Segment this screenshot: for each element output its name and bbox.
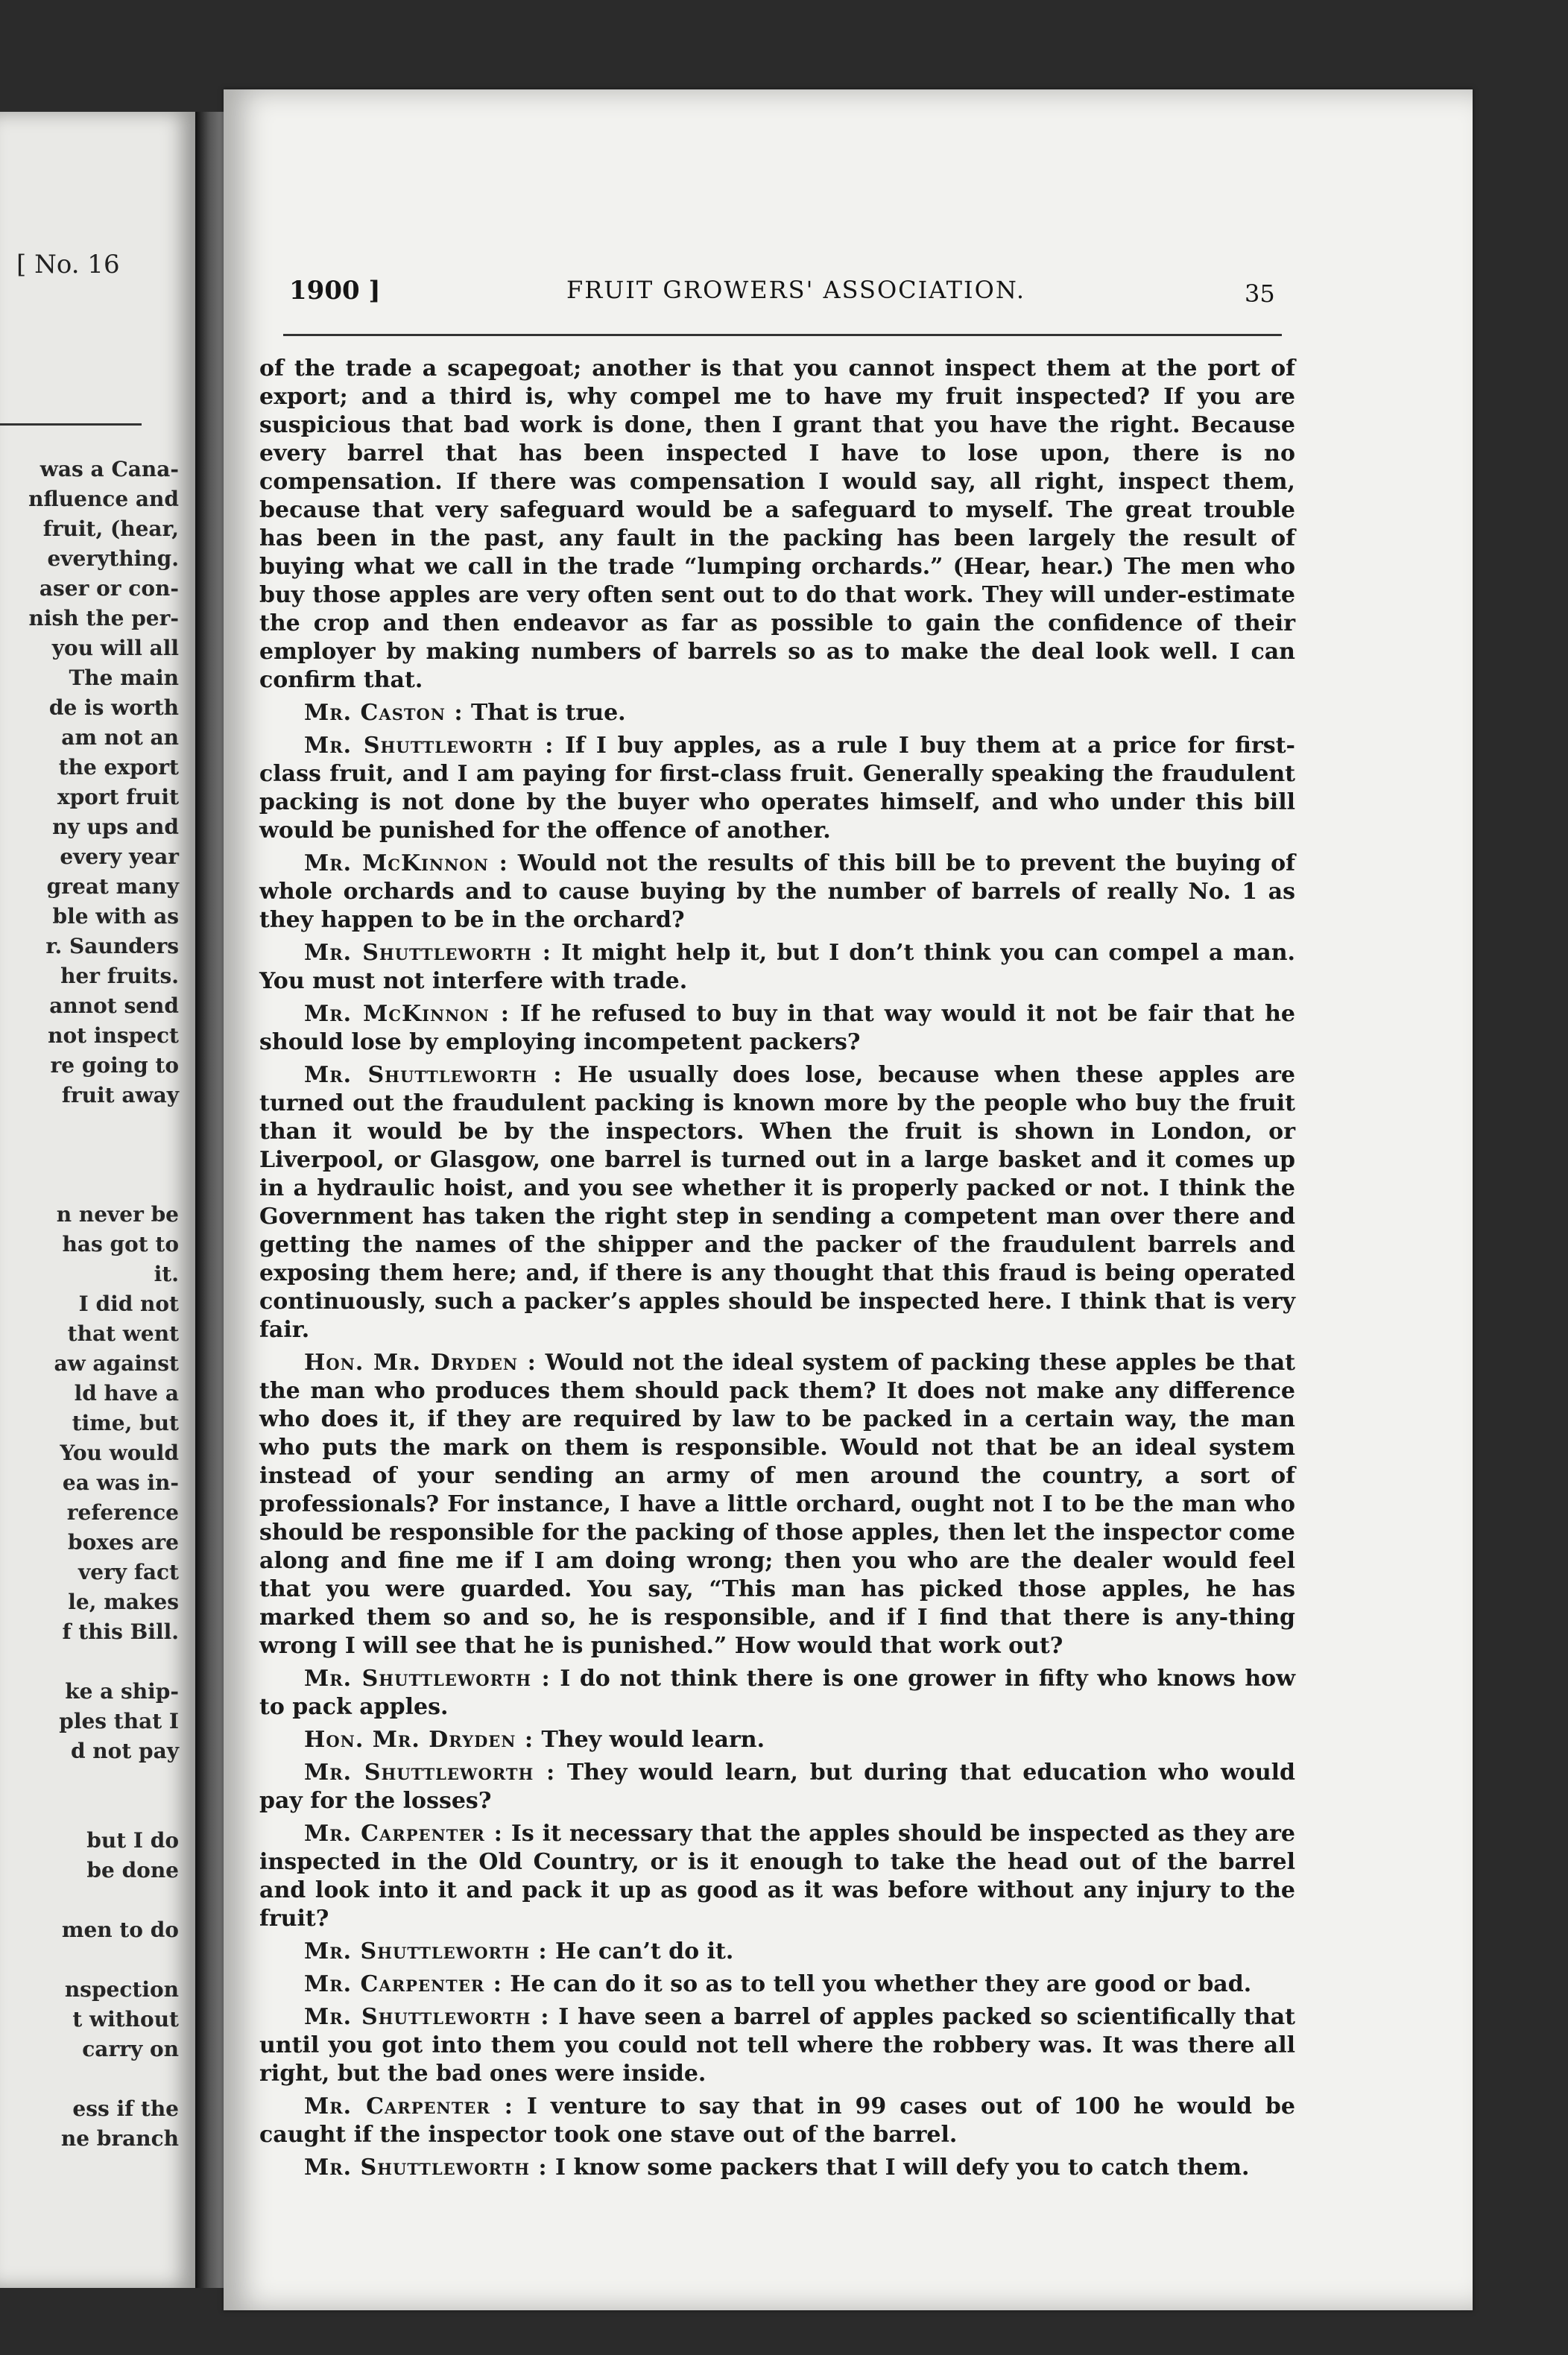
speech-text: I do not think there is one grower in fifty who knows how to pack apples.: [259, 1666, 1296, 1720]
speech-text: of the trade a scapegoat; another is that you cannot inspect them at the port of export; and a third is, why compel me to have my fruit inspected? If you are suspicious that bad work is done, then I grant that you have the right. Because every barrel that has been inspected I have to lose upon, there is no compensation. If there was compensation I would say, all right, inspect them, because that very safeguard would be a safeguard to myself. The great trouble has been in the past, any fault in the packing has been largely the result of buying what we call in the trade “lumping orchards.” (Hear, hear.) The men who buy those apples are very often sent out to do that work. They will under-estimate the crop and then endeavor as far as possible to gain the confidence of their employer by making numbers of barrels so as to make the deal look well. I can confirm that.: [259, 355, 1295, 693]
previous-page-line: n never be: [56, 1202, 179, 1227]
previous-page-line: great many: [46, 874, 179, 899]
previous-page-line: ke a ship-: [65, 1679, 179, 1704]
speech-text: If I buy apples, as a rule I buy them at a price for first-class fruit, and I am paying for first-class fruit. Generally speaking the fraudulent packing is not done by the buyer who operates himself, and who under this bill would be punished for the offence of another.: [259, 733, 1296, 844]
speech-text: I venture to say that in 99 cases out of 100 he would be caught if the inspector took one stave out of the barrel.: [259, 2093, 1295, 2148]
previous-page-line: you will all: [51, 636, 179, 660]
previous-page-number: [ No. 16: [16, 250, 120, 279]
speech-paragraph: [259, 1665, 1295, 1722]
previous-page-line: de is worth: [48, 695, 179, 720]
previous-page-line: ble with as: [52, 904, 179, 929]
speech-text: It might help it, but I don’t think you can compel a man. You must not interfere with trade.: [259, 940, 1295, 994]
speech-text: Is it necessary that the apples should be inspected as they are inspected in the Old Country, or is it enough to take the head out of the barrel and look into it and pack it up as good as it was before without any injury to the fruit?: [259, 1821, 1295, 1932]
previous-page-line: her fruits.: [60, 964, 179, 988]
running-title: FRUIT GROWERS' ASSOCIATION.: [566, 276, 1025, 304]
speaker-name: Mr. Carpenter :: [304, 1971, 502, 1997]
speech-paragraph: [259, 1820, 1295, 1933]
speaker-name: Mr. Carpenter :: [304, 1821, 503, 1847]
previous-page-line: that went: [67, 1321, 179, 1346]
speech-paragraph: [259, 1000, 1295, 1057]
previous-page-line: The main: [69, 666, 179, 690]
speaker-name: Mr. Carpenter :: [304, 2093, 513, 2120]
previous-page-line: nspection: [64, 1977, 179, 2002]
previous-page-line: annot send: [49, 993, 179, 1018]
header-year: 1900 ]: [289, 276, 381, 306]
speaker-name: Mr. McKinnon :: [304, 850, 508, 876]
previous-page-line: [0, 1170, 179, 1200]
continuation-paragraph: [259, 355, 1295, 695]
previous-page-line: but I do: [86, 1828, 179, 1853]
speaker-name: Mr. Shuttleworth :: [304, 1938, 548, 1964]
speaker-name: Mr. McKinnon :: [304, 1001, 510, 1027]
speech-text: I know some packers that I will defy you to catch them.: [555, 2155, 1250, 2181]
speech-text: They would learn, but during that education who would pay for the losses?: [259, 1760, 1296, 1814]
previous-page-line: [0, 1766, 179, 1796]
previous-page-line: nish the per-: [28, 606, 179, 630]
previous-page-line: ples that I: [59, 1709, 179, 1733]
previous-page-line: everything.: [47, 546, 179, 571]
speech-paragraph: [259, 850, 1295, 935]
speech-text: He usually does lose, because when these apples are turned out the fraudulent packing is known more by the people who buy the fruit than it would be by the inspectors. When the fruit is shown in London, or Liverpool, or Glasgow, one barrel is turned out in a large basket and it comes up in a hydraulic hoist, and you see whether it is properly packed or not. I think the Government has taken the right step in sending a competent man over there and getting the names of the shipper and the packer of the fraudulent barrels and exposing them here; and, if there is any thought that this fraud is being operated continuously, such a packer’s apples should be inspected here. I think that is very fair.: [259, 1062, 1296, 1343]
previous-page-rule: [0, 423, 142, 426]
previous-page-line: reference: [66, 1500, 179, 1525]
previous-page-line: nfluence and: [28, 487, 179, 511]
speech-paragraph: [259, 2003, 1295, 2088]
previous-page-line: ny ups and: [52, 815, 179, 839]
speaker-name: Hon. Mr. Dryden :: [304, 1350, 537, 1376]
previous-page-line: [0, 1945, 179, 1975]
speech-paragraph: [259, 1061, 1295, 1344]
speaker-name: Mr. Shuttleworth :: [304, 2004, 550, 2030]
speaker-name: Mr. Shuttleworth :: [304, 940, 551, 966]
document-page: [224, 89, 1473, 2310]
speaker-name: Mr. Shuttleworth :: [304, 1760, 556, 1786]
speech-text: He can do it so as to tell you whether they are good or bad.: [510, 1971, 1252, 1997]
speech-paragraph: [259, 1938, 1295, 1966]
speaker-name: Mr. Shuttleworth :: [304, 1062, 563, 1088]
speaker-name: Hon. Mr. Dryden :: [304, 1727, 534, 1753]
speech-paragraph: [259, 1759, 1295, 1815]
previous-page-line: boxes are: [68, 1530, 179, 1555]
previous-page-line: re going to: [50, 1053, 179, 1078]
page-number: 35: [1245, 279, 1275, 308]
speech-paragraph: [259, 699, 1295, 727]
speech-text: They would learn.: [541, 1727, 765, 1753]
previous-page-line: xport fruit: [57, 785, 179, 809]
speech-paragraph: [259, 2093, 1295, 2149]
previous-page-line: has got to: [62, 1232, 179, 1256]
previous-page-line: fruit away: [61, 1083, 179, 1107]
previous-page-line: aw against: [54, 1351, 179, 1376]
previous-page-line: [0, 1796, 179, 1826]
previous-page-line: ne branch: [60, 2126, 179, 2151]
speaker-name: Mr. Shuttleworth :: [304, 1666, 551, 1692]
previous-page-text: [0, 455, 179, 2154]
speech-text: He can’t do it.: [555, 1938, 734, 1964]
previous-page-line: fruit, (hear,: [42, 516, 179, 541]
previous-page-line: [0, 1885, 179, 1915]
speech-text: That is true.: [470, 700, 626, 726]
previous-page-line: men to do: [61, 1918, 179, 1942]
previous-page-line: [0, 2064, 179, 2094]
previous-page-line: [0, 1110, 179, 1140]
previous-page-line: ess if the: [72, 2096, 179, 2121]
previous-page-line: aser or con-: [39, 576, 179, 601]
speech-paragraph: [259, 1970, 1295, 1999]
header-rule: [283, 334, 1282, 336]
previous-page: [0, 112, 195, 2288]
previous-page-line: d not pay: [70, 1739, 179, 1763]
previous-page-line: am not an: [61, 725, 179, 750]
previous-page-line: t without: [72, 2007, 179, 2032]
previous-page-line: [0, 1140, 179, 1170]
speech-text: If he refused to buy in that way would it not be fair that he should lose by employing incompetent packers?: [259, 1001, 1296, 1055]
speaker-name: Mr. Shuttleworth :: [304, 733, 554, 759]
previous-page-line: [0, 1647, 179, 1677]
page-body: [259, 355, 1295, 2187]
previous-page-line: ld have a: [74, 1381, 179, 1406]
previous-page-line: ea was in-: [62, 1470, 179, 1495]
previous-page-line: I did not: [78, 1292, 179, 1316]
previous-page-line: f this Bill.: [62, 1619, 179, 1644]
speech-paragraph: [259, 1349, 1295, 1660]
speech-paragraph: [259, 939, 1295, 996]
speaker-name: Mr. Caston :: [304, 700, 464, 726]
previous-page-line: every year: [60, 844, 179, 869]
previous-page-line: r. Saunders: [45, 934, 179, 958]
previous-page-line: was a Cana-: [39, 457, 179, 481]
previous-page-line: very fact: [78, 1560, 179, 1584]
speech-paragraph: [259, 1726, 1295, 1754]
previous-page-line: not inspect: [48, 1023, 179, 1048]
previous-page-line: be done: [86, 1858, 179, 1883]
previous-page-line: it.: [154, 1262, 179, 1286]
speaker-name: Mr. Shuttleworth :: [304, 2155, 548, 2181]
previous-page-line: le, makes: [68, 1590, 179, 1614]
previous-page-line: You would: [60, 1441, 179, 1465]
speech-text: I have seen a barrel of apples packed so scientifically that until you got into them you could not tell where the robbery was. It was there all right, but the bad ones were inside.: [259, 2004, 1295, 2087]
speech-paragraph: [259, 732, 1295, 845]
speech-text: Would not the ideal system of packing these apples be that the man who produces them should pack them? It does not make any difference who does it, if they are required by law to be packed in a certain way, the man who puts the mark on them is responsible. Would not that be an ideal system instead of your sending an army of men around the country, a sort of professionals? For instance, I have a little orchard, ought not I to be the man who should be responsible for the packing of those apples, then let the inspector come along and fine me if I am doing wrong; then you who are the dealer would feel that you were guarded. You say, “This man has picked those apples, he has marked them so and so, he is responsible, and if I find that there is any-thing wrong I will see that he is punished.” How would that work out?: [259, 1350, 1295, 1659]
previous-page-line: carry on: [82, 2037, 179, 2061]
speech-text: Would not the results of this bill be to prevent the buying of whole orchards and to cause buying by the number of barrels of really No. 1 as they happen to be in the orchard?: [259, 850, 1295, 933]
previous-page-line: time, but: [72, 1411, 179, 1435]
previous-page-line: the export: [58, 755, 179, 780]
speech-paragraph: [259, 2154, 1295, 2182]
